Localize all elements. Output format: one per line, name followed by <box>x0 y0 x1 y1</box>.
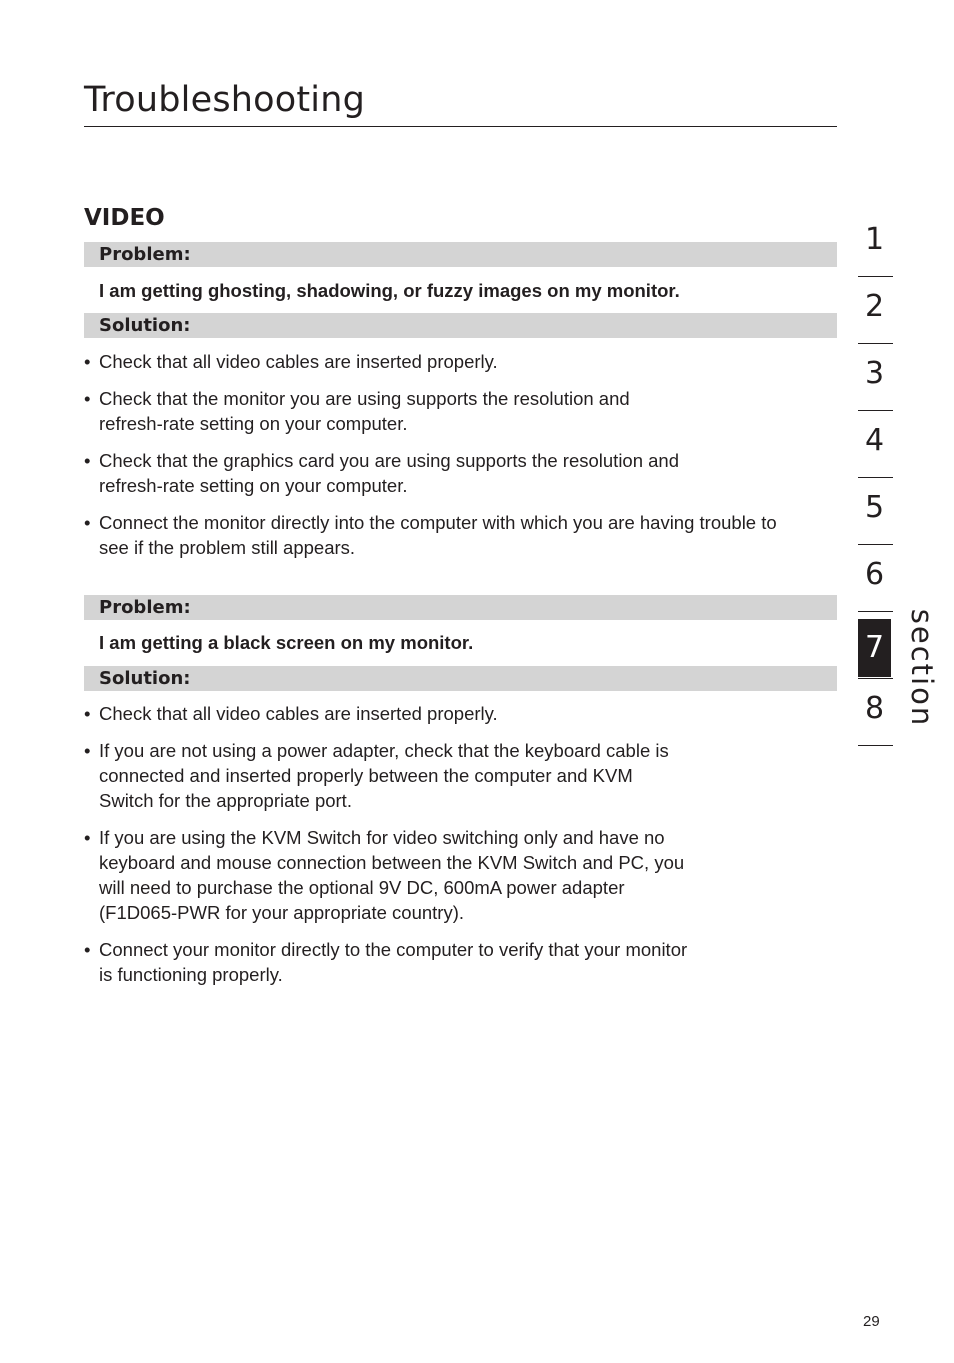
solution-item: • If you are not using a power adapter, check that the keyboard cable is connected and inserted properly between the computer and KVM Switch for the appropriate port. <box>84 738 689 813</box>
solution-bar <box>84 666 837 691</box>
section-tab-7-active[interactable]: 7 <box>858 612 893 679</box>
problem-text: I am getting a black screen on my monitor. <box>99 632 474 653</box>
section-nav <box>858 210 893 746</box>
section-tab-1[interactable]: 1 <box>858 210 893 277</box>
solution-bar <box>84 313 837 338</box>
solution-item: • Connect your monitor directly to the computer to verify that your monitor is functioning properly. <box>84 937 689 987</box>
section-tab-6[interactable]: 6 <box>858 545 893 612</box>
solution-item: • If you are using the KVM Switch for video switching only and have no keyboard and mouse connection between the KVM Switch and PC, you will need to purchase the optional 9V DC, 600mA power adapter (F1D065-PWR for your appropriate country). <box>84 825 704 925</box>
problem-bar <box>84 242 837 267</box>
solution-item: • Check that the graphics card you are using supports the resolution and refresh-rate setting on your computer. <box>84 448 704 498</box>
solution-item: • Check that all video cables are inserted properly. <box>84 349 784 374</box>
section-label: section <box>905 608 939 728</box>
page-number: 29 <box>863 1313 880 1330</box>
solution-item: • Check that the monitor you are using supports the resolution and refresh-rate setting on your computer. <box>84 386 689 436</box>
section-tab-2[interactable]: 2 <box>858 277 893 344</box>
section-tab-3[interactable]: 3 <box>858 344 893 411</box>
problem-label: Problem: <box>99 597 191 618</box>
section-tab-4[interactable]: 4 <box>858 411 893 478</box>
section-tab-8[interactable]: 8 <box>858 679 893 746</box>
section-tab-5[interactable]: 5 <box>858 478 893 545</box>
page-title: Troubleshooting <box>84 80 366 120</box>
solution-label: Solution: <box>99 315 191 336</box>
problem-text: I am getting ghosting, shadowing, or fuzzy images on my monitor. <box>99 280 680 301</box>
title-divider <box>84 126 837 127</box>
solution-item: • Check that all video cables are inserted properly. <box>84 701 784 726</box>
solution-label: Solution: <box>99 668 191 689</box>
solution-list <box>84 701 784 999</box>
section-heading: VIDEO <box>84 205 165 231</box>
problem-label: Problem: <box>99 244 191 265</box>
solution-item: • Connect the monitor directly into the computer with which you are having trouble to see if the problem still appears. <box>84 510 784 560</box>
solution-list <box>84 349 784 572</box>
problem-bar <box>84 595 837 620</box>
